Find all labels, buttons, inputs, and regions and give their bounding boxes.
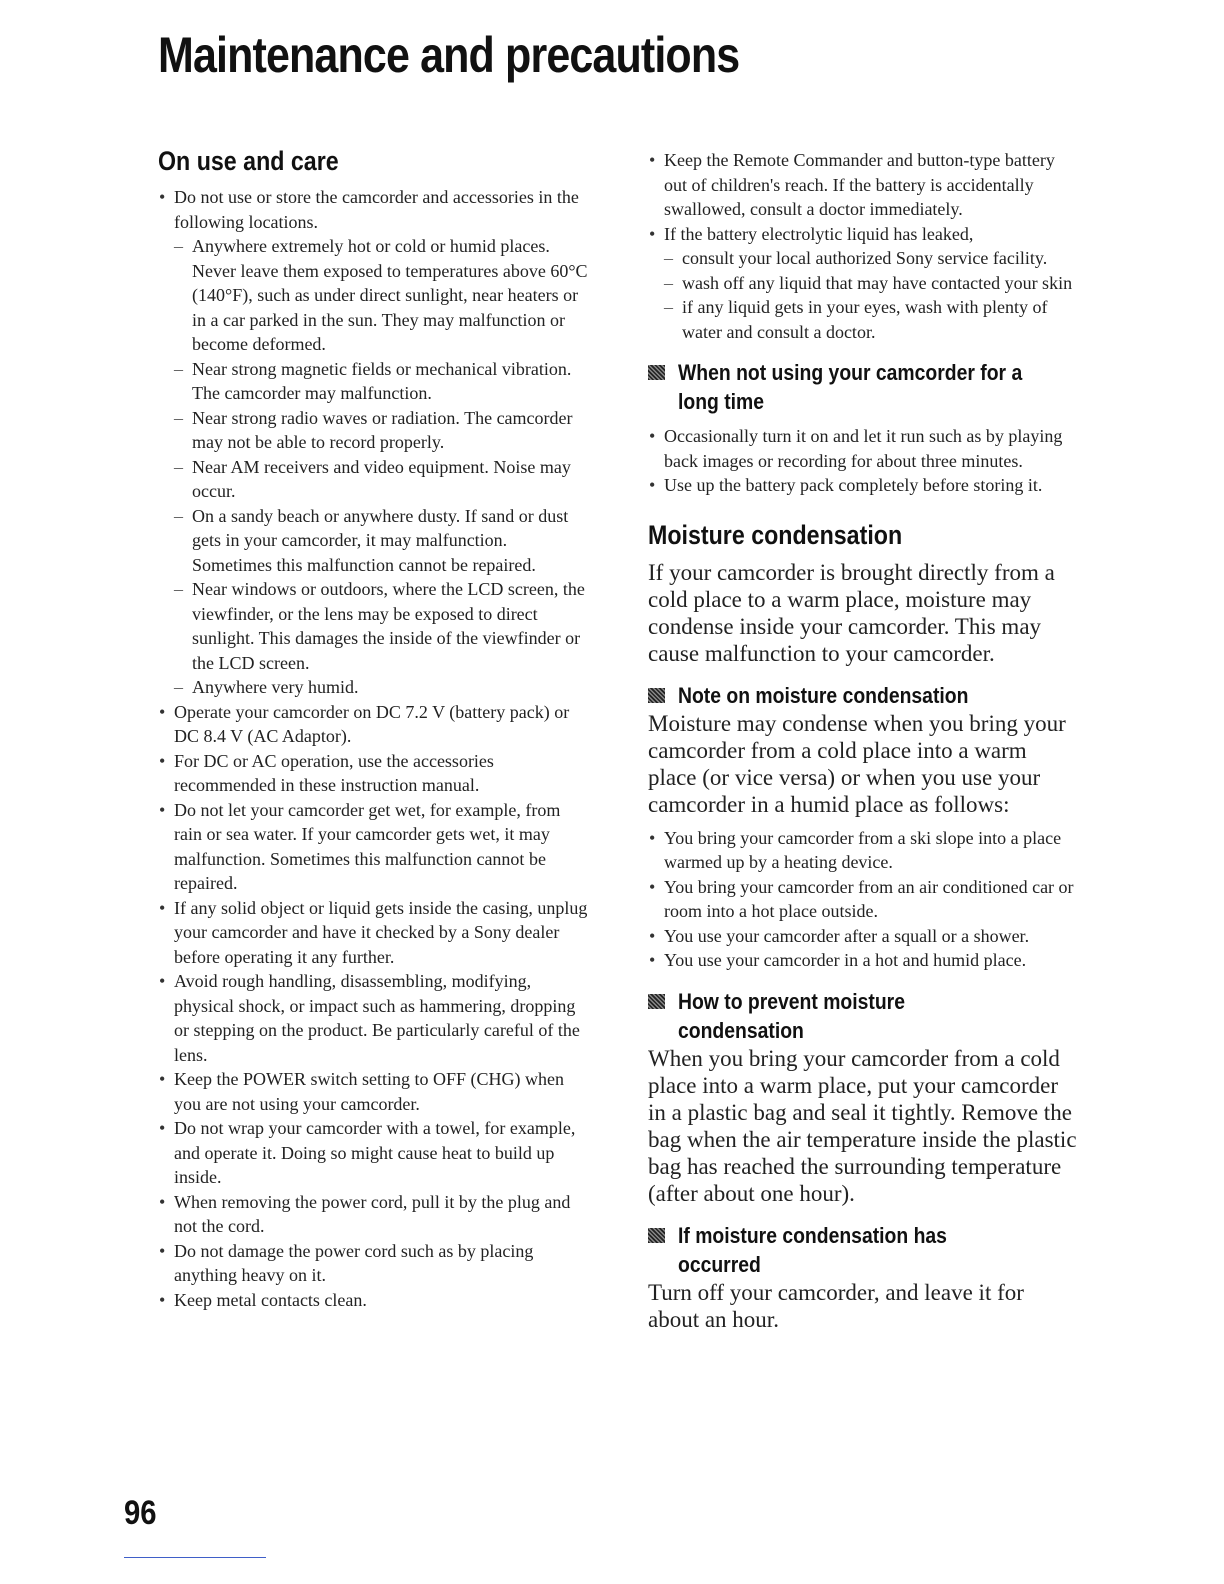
list-item: • Keep the Remote Commander and button-type battery out of children's reach. If the battery is accidentally swallowed, consult a doctor immediately. xyxy=(648,148,1080,222)
square-bullet-icon xyxy=(648,688,665,703)
list-item: • For DC or AC operation, use the accessories recommended in these instruction manual. xyxy=(158,749,590,798)
list-item: • Do not damage the power cord such as by placing anything heavy on it. xyxy=(158,1239,590,1288)
sub-list-item: – consult your local authorized Sony service facility. xyxy=(664,246,1080,271)
list-item: • Occasionally turn it on and let it run such as by playing back images or recording for about three minutes. xyxy=(648,424,1080,473)
list-item: • Keep the POWER switch setting to OFF (CHG) when you are not using your camcorder. xyxy=(158,1067,590,1116)
sub-list-item: – Anywhere very humid. xyxy=(174,675,590,700)
battery-safety-list xyxy=(648,148,1080,344)
list-item: • Use up the battery pack completely before storing it. xyxy=(648,473,1080,498)
list-item: • You use your camcorder in a hot and humid place. xyxy=(648,948,1080,973)
subheading-moisture-occurred: If moisture condensation has occurred xyxy=(648,1221,1080,1279)
list-item: • Do not wrap your camcorder with a towel, for example, and operate it. Doing so might cause heat to build up inside. xyxy=(158,1116,590,1190)
list-item: • You bring your camcorder from an air conditioned car or room into a hot place outside. xyxy=(648,875,1080,924)
list-item: • Operate your camcorder on DC 7.2 V (battery pack) or DC 8.4 V (AC Adaptor). xyxy=(158,700,590,749)
page-number: 96 xyxy=(124,1494,157,1532)
moisture-intro: If your camcorder is brought directly from a cold place to a warm place, moisture may condense inside your camcorder. This may cause malfunction to your camcorder. xyxy=(648,559,1055,666)
list-item xyxy=(648,222,1080,345)
prevent-text: When you bring your camcorder from a cold place into a warm place, put your camcorder in a plastic bag and seal it tightly. Remove the bag when the air temperature inside the plastic bag has reached the surrounding temperature (after about one hour). xyxy=(648,1045,1077,1206)
square-bullet-icon xyxy=(648,994,665,1009)
left-column xyxy=(158,146,590,1312)
section-heading-moisture: Moisture condensation xyxy=(648,519,903,550)
subheading-long-time: When not using your camcorder for a long time xyxy=(648,358,1080,416)
sub-list-item: – On a sandy beach or anywhere dusty. If sand or dust gets in your camcorder, it may malfunction. Sometimes this malfunction cannot be repaired. xyxy=(174,504,590,578)
locations-sublist xyxy=(174,234,590,700)
sub-list-item: – if any liquid gets in your eyes, wash with plenty of water and consult a doctor. xyxy=(664,295,1080,344)
sub-list-item: – Near windows or outdoors, where the LCD screen, the viewfinder, or the lens may be exposed to direct sunlight. This damages the inside of the viewfinder or the LCD screen. xyxy=(174,577,590,675)
note-list xyxy=(648,826,1080,973)
long-time-list xyxy=(648,424,1080,498)
bullet-text: If the battery electrolytic liquid has leaked, xyxy=(664,223,974,244)
list-item: • Avoid rough handling, disassembling, modifying, physical shock, or impact such as hammering, dropping or stepping on the product. Be particularly careful of the lens. xyxy=(158,969,590,1067)
list-item: • You bring your camcorder from a ski slope into a place warmed up by a heating device. xyxy=(648,826,1080,875)
subheading-prevent-moisture: How to prevent moisture condensation xyxy=(648,987,1080,1045)
sub-list-item: – Near strong magnetic fields or mechanical vibration. The camcorder may malfunction. xyxy=(174,357,590,406)
leak-sublist xyxy=(664,246,1080,344)
sub-list-item: – Anywhere extremely hot or cold or humid places. Never leave them exposed to temperatures above 60°C (140°F), such as under direct sunlight, near heaters or in a car parked in the sun. They may malfunction or become deformed. xyxy=(174,234,590,357)
square-bullet-icon xyxy=(648,365,665,380)
bullet-text: Do not use or store the camcorder and accessories in the following locations. xyxy=(174,187,579,232)
square-bullet-icon xyxy=(648,1228,665,1243)
note-text: Moisture may condense when you bring your camcorder from a cold place into a warm place (or vice versa) or when you use your camcorder in a humid place as follows: xyxy=(648,710,1066,817)
sub-list-item: – wash off any liquid that may have contacted your skin xyxy=(664,271,1080,296)
use-and-care-list xyxy=(158,185,590,1312)
occurred-text: Turn off your camcorder, and leave it for about an hour. xyxy=(648,1279,1024,1332)
right-column xyxy=(648,148,1080,1333)
list-item: • When removing the power cord, pull it by the plug and not the cord. xyxy=(158,1190,590,1239)
subheading-note-moisture: Note on moisture condensation xyxy=(648,681,1080,710)
sub-list-item: – Near AM receivers and video equipment. Noise may occur. xyxy=(174,455,590,504)
list-item: • You use your camcorder after a squall or a shower. xyxy=(648,924,1080,949)
list-item: • Keep metal contacts clean. xyxy=(158,1288,590,1313)
list-item: • If any solid object or liquid gets inside the casing, unplug your camcorder and have it checked by a Sony dealer before operating it any further. xyxy=(158,896,590,970)
sub-list-item: – Near strong radio waves or radiation. The camcorder may not be able to record properly. xyxy=(174,406,590,455)
page-title: Maintenance and precautions xyxy=(158,27,740,83)
list-item xyxy=(158,185,590,700)
section-heading-use-and-care: On use and care xyxy=(158,146,339,176)
footer-rule xyxy=(124,1557,266,1558)
list-item: • Do not let your camcorder get wet, for example, from rain or sea water. If your camcorder gets wet, it may malfunction. Sometimes this malfunction cannot be repaired. xyxy=(158,798,590,896)
